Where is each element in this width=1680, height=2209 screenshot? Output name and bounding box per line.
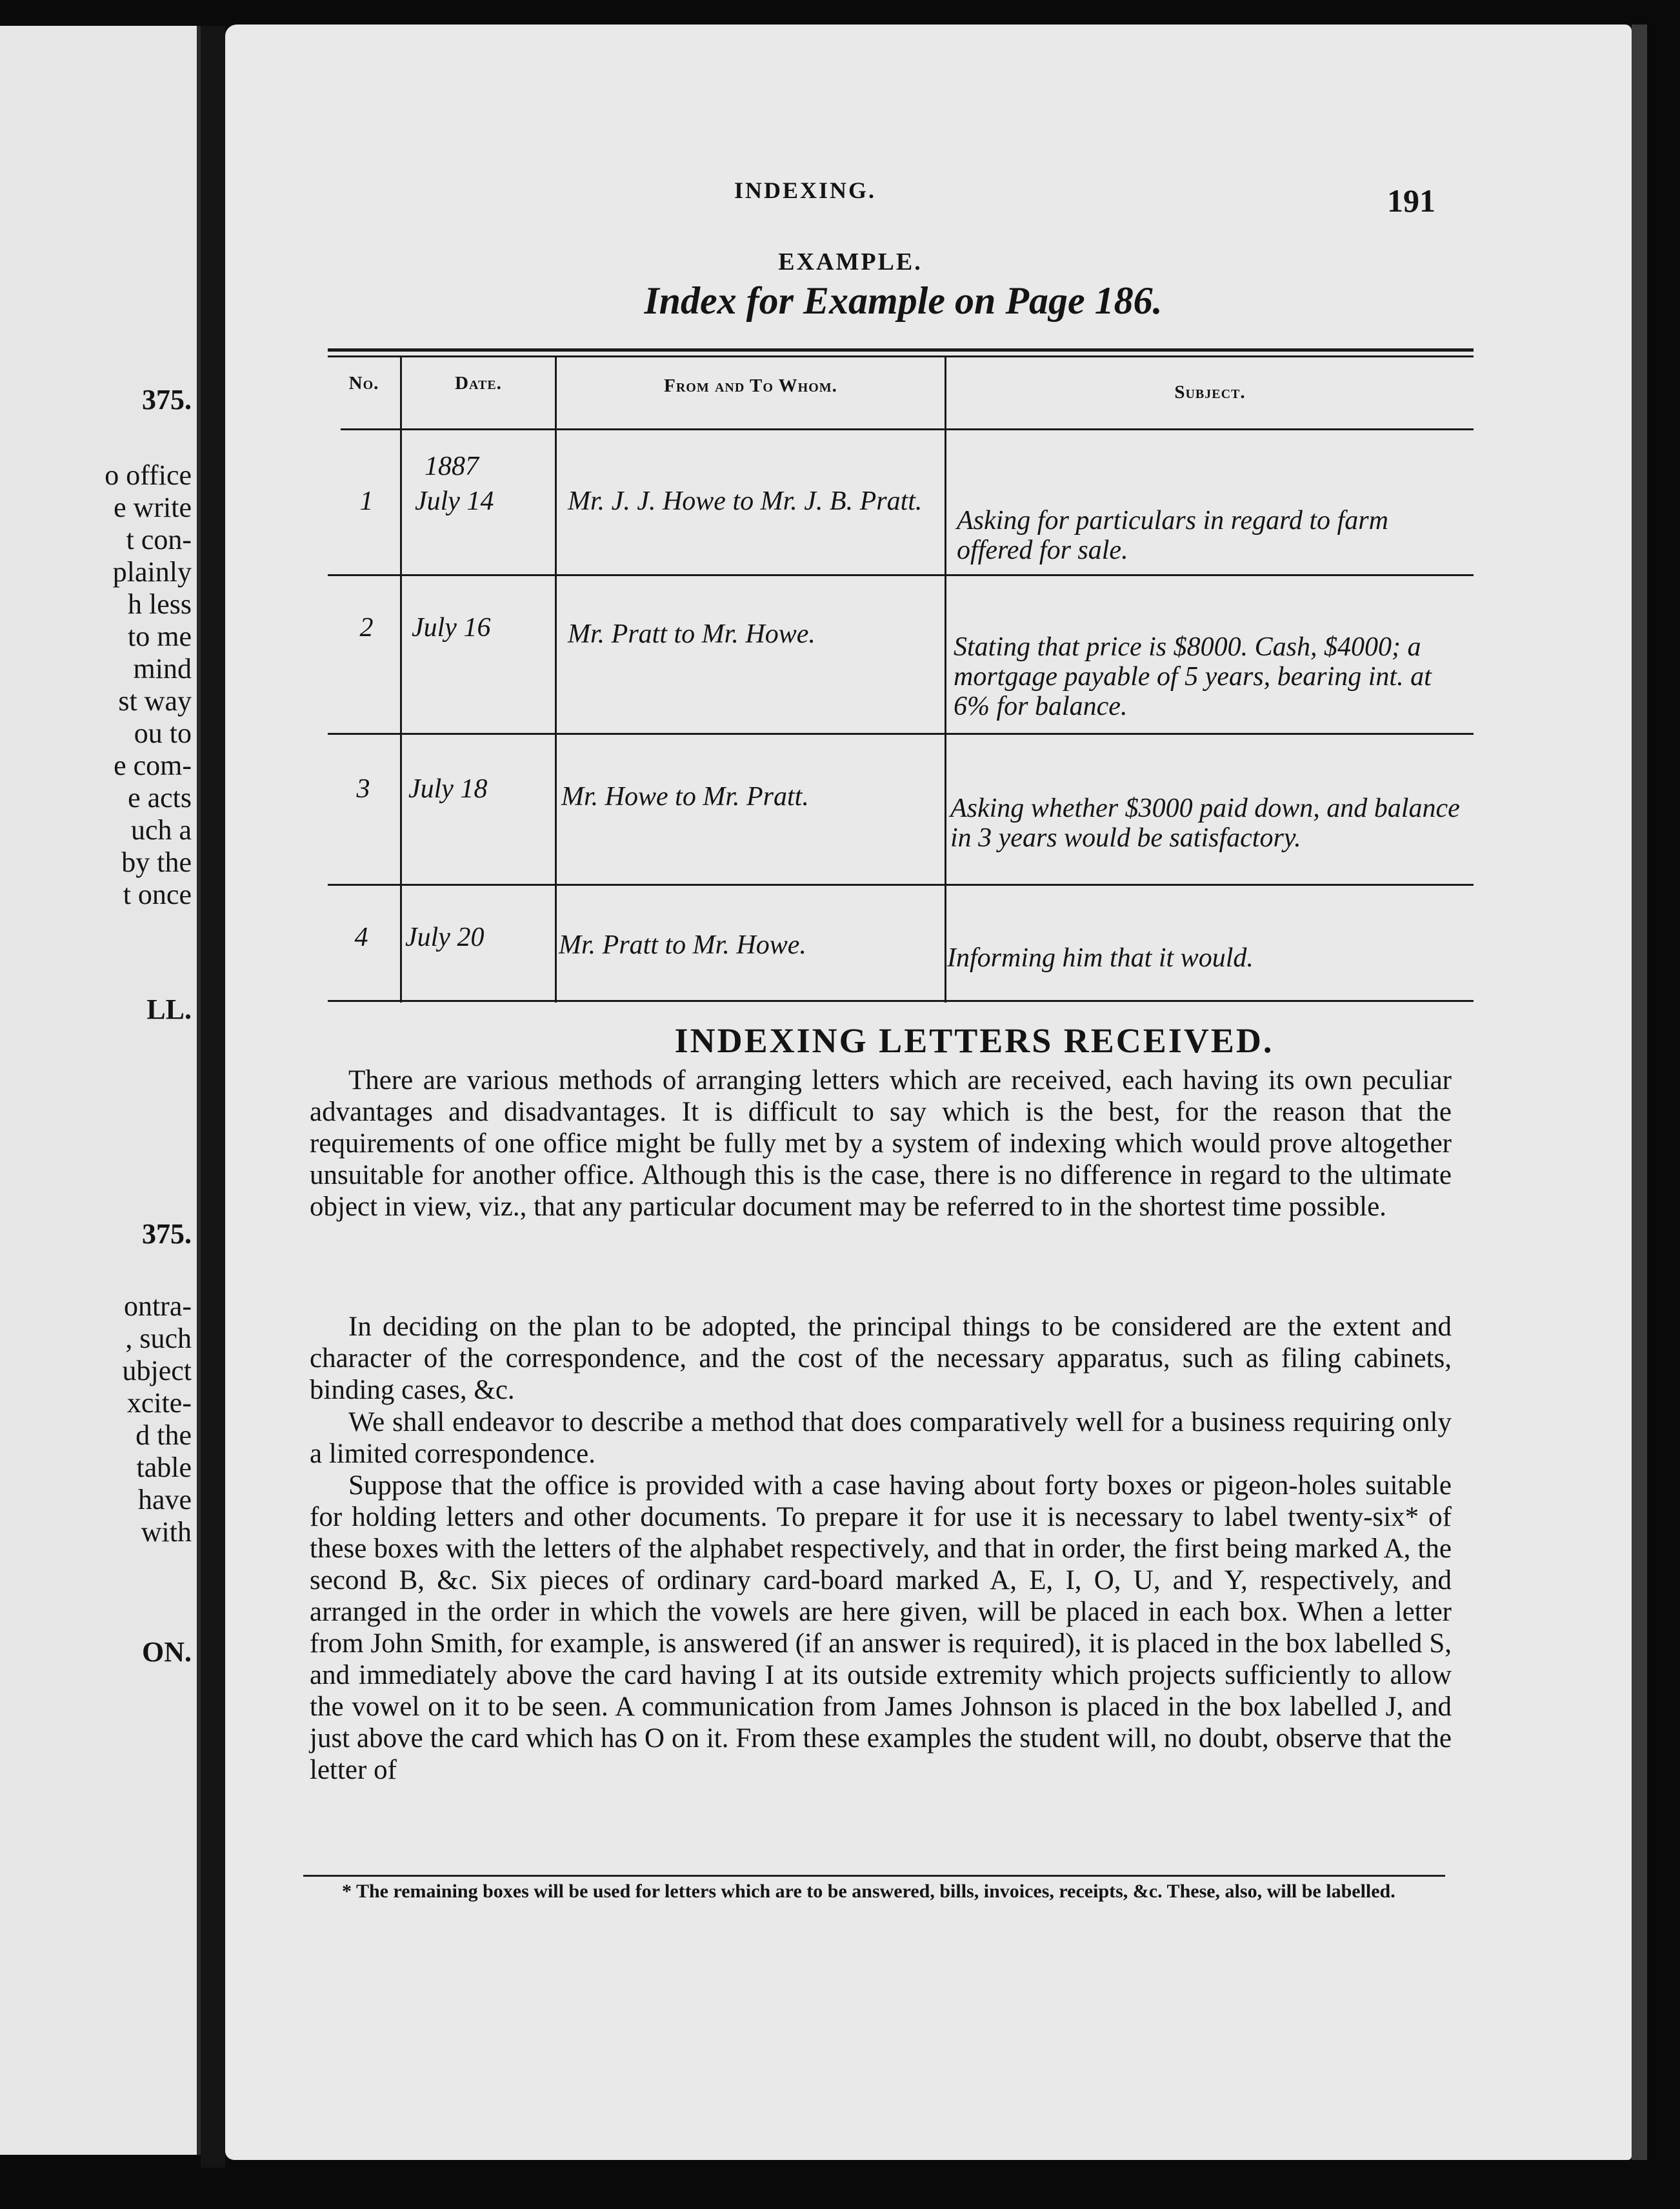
left-page-line: 375. (142, 1218, 192, 1250)
left-page-line: , such (125, 1323, 192, 1354)
left-page-text-block (142, 1636, 192, 1668)
left-page-text-block (105, 459, 192, 911)
table-row-from-to: Mr. Pratt to Mr. Howe. (559, 930, 806, 960)
column-header-no: No. (348, 373, 379, 394)
body-paragraph: We shall endeavor to describe a method that does comparatively well for a business requiring only a limited correspondence. (310, 1407, 1452, 1469)
footnote-rule (303, 1875, 1445, 1877)
left-page-line: t once (123, 879, 192, 910)
body-paragraph: There are various methods of arranging letters which are received, each having its own peculiar advantages and disadvantages. It is difficult to say which is the best, for the reason that the requirements of one office might be fully met by a system of indexing which would prove altogether unsuitable for another office. Although this is the case, there is no difference in regard to the ultimate object in view, viz., that any particular document may be referred to in the shortest time possible. (310, 1065, 1452, 1222)
left-facing-page (0, 26, 201, 2155)
left-page-line: to me (128, 621, 192, 652)
row-rule (328, 574, 1474, 576)
column-header-subject: Subject. (1174, 382, 1246, 403)
table-row-subject: Asking whether $3000 paid down, and balance in 3 years would be satisfactory. (950, 794, 1460, 853)
left-page-line: o office (105, 459, 192, 491)
left-page-line: mind (133, 653, 192, 685)
column-divider (555, 357, 557, 1003)
column-header-date: Date. (455, 373, 502, 394)
table-bottom-rule (328, 1000, 1474, 1002)
left-page-line: with (141, 1516, 192, 1548)
table-top-rule (328, 355, 1474, 357)
row-rule (328, 733, 1474, 735)
left-page-line: h less (128, 588, 192, 620)
left-page-line: uch a (130, 814, 192, 846)
table-row-subject: Asking for particulars in regard to farm offered for sale. (957, 506, 1388, 565)
table-row-no: 2 (359, 613, 374, 643)
left-page-line: st way (118, 685, 192, 717)
left-page-line: e acts (128, 782, 192, 814)
left-page-line: by the (121, 846, 192, 878)
running-head: INDEXING. (734, 177, 877, 203)
table-row-from-to: Mr. J. J. Howe to Mr. J. B. Pratt. (568, 486, 923, 516)
table-row-subject: Stating that price is $8000. Cash, $4000; a mortgage payable of 5 years, bearing int. at 6% for balance. (954, 632, 1432, 721)
left-page-line: ubject (122, 1355, 192, 1386)
left-page-text-block (142, 1218, 192, 1250)
table-row-date: July 18 (408, 774, 488, 804)
table-row-from-to: Mr. Pratt to Mr. Howe. (568, 619, 815, 649)
row-rule (328, 884, 1474, 886)
left-page-line: ontra- (123, 1290, 192, 1322)
left-page-line: have (137, 1484, 192, 1515)
left-page-line: plainly (112, 556, 192, 588)
section-title: INDEXING LETTERS RECEIVED. (674, 1021, 1274, 1060)
column-divider (945, 357, 946, 1003)
table-row-subject: Informing him that it would. (947, 943, 1254, 973)
table-row-no: 4 (354, 923, 368, 952)
book-gutter (201, 26, 225, 2168)
left-page-line: e com- (114, 750, 192, 781)
body-paragraph: Suppose that the office is provided with a case having about forty boxes or pigeon-holes suitable for holding letters and other documents. To prepare it for use it is necessary to label twenty-six* of these boxes with the letters of the alphabet respectively, and that in order, the first being marked A, the second B, &c. Six pieces of ordinary card-board marked A, E, I, O, U, and Y, respectively, and arranged in the order in which the vowels are here given, will be placed in each box. When a letter from John Smith, for example, is answered (if an answer is required), it is placed in the box labelled S, and immediately above the card having I at its outside extremity which projects sufficiently to allow the vowel on it to be seen. A communication from James Johnson is placed in the box labelled J, and just above the card which has O on it. From these examples the student will, no doubt, observe that the letter of (310, 1470, 1452, 1785)
left-page-text-block (146, 994, 192, 1026)
left-page-line: 375. (142, 384, 192, 415)
table-row-date: July 14 (415, 486, 494, 516)
page-edge (1632, 25, 1647, 2160)
left-page-line: ou to (134, 717, 192, 749)
left-page-line: t con- (126, 524, 192, 555)
left-page-line: table (136, 1452, 192, 1483)
header-rule (341, 428, 1474, 430)
page-number: 191 (1387, 183, 1435, 219)
index-table (328, 348, 1476, 1006)
table-row-no: 3 (356, 774, 370, 804)
table-row-date: July 16 (412, 613, 491, 643)
example-label: EXAMPLE. (778, 248, 923, 275)
table-row-date: July 20 (405, 923, 485, 952)
example-title: Index for Example on Page 186. (644, 279, 1163, 322)
left-page-line: LL. (146, 994, 192, 1025)
table-row-from-to: Mr. Howe to Mr. Pratt. (561, 782, 809, 812)
left-page-line: ON. (142, 1636, 192, 1668)
left-page-text-block (142, 384, 192, 416)
column-divider (400, 357, 402, 1003)
left-page-line: e write (114, 492, 192, 523)
body-paragraph: In deciding on the plan to be adopted, the principal things to be considered are the extent and character of the correspondence, and the cost of the necessary apparatus, such as filing cabinets, binding cases, &c. (310, 1312, 1452, 1405)
footnote: * The remaining boxes will be used for letters which are to be answered, bills, invoices, receipts, &c. These, also, will be labelled. (342, 1881, 1395, 1902)
column-header-from-to: From and To Whom. (664, 375, 837, 396)
table-top-rule (328, 348, 1474, 352)
left-page-line: xcite- (126, 1387, 192, 1419)
left-page-text-block (122, 1290, 192, 1548)
left-page-line: d the (135, 1419, 192, 1451)
table-row-no: 1 (359, 486, 374, 516)
year-label: 1887 (425, 452, 479, 481)
